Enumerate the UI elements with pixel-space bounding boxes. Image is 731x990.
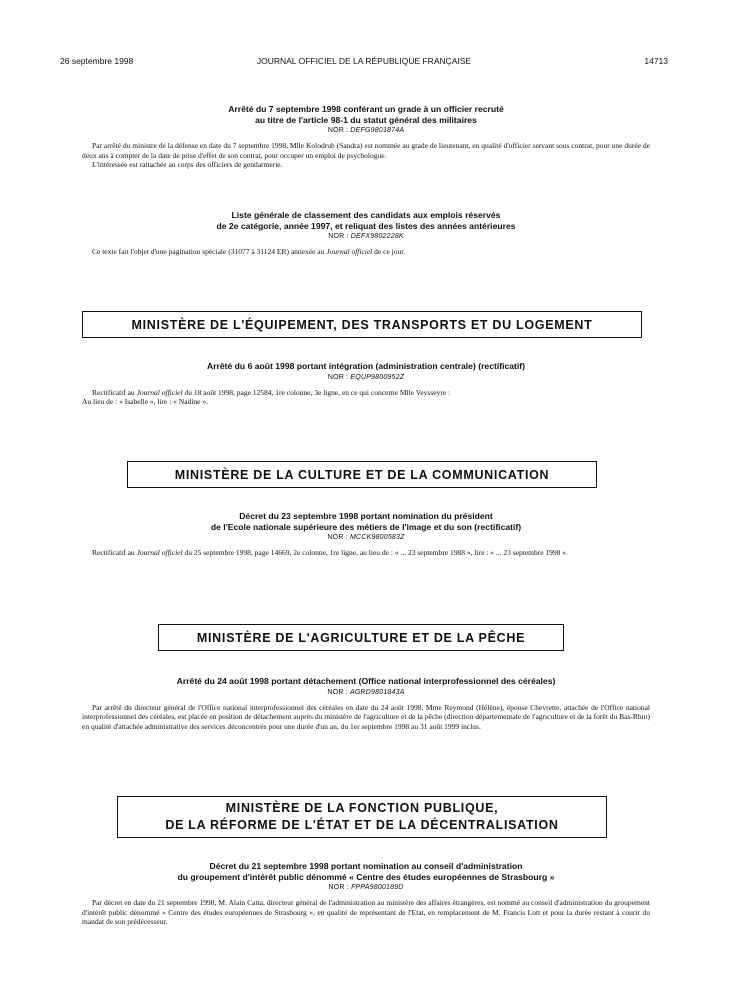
- ministry-box-culture: MINISTÈRE DE LA CULTURE ET DE LA COMMUNICATION: [127, 461, 597, 488]
- section-body: Ce texte fait l'objet d'une pagination spéciale (31077 à 31124 ER) annexée au Journal officiel de ce jour.: [92, 247, 406, 256]
- section-arrete-integration: [82, 361, 650, 407]
- header-page-number: 14713: [644, 56, 668, 66]
- nor-reference: NOR : FPPA9800189D: [328, 884, 404, 891]
- nor-reference: NOR : AGRD9801843A: [327, 688, 405, 696]
- section-title: Décret du 21 septembre 1998 portant nomination au conseil d'administration du groupement d'intérêt public dénommé « Centre des études européennes de Strasbourg »: [177, 861, 555, 882]
- section-body: Rectificatif au Journal officiel du 18 août 1998, page 12584, 1re colonne, 3e ligne, en ce qui concerne Mlle Veysseyre : Au lieu de : « Isabelle », lire : « Nadine ».: [82, 387, 451, 407]
- section-title: Arrêté du 7 septembre 1998 conférant un grade à un officier recruté au titre de l'article 98-1 du statut général des militaires: [228, 104, 504, 125]
- section-title: Liste générale de classement des candidats aux emplois réservés de 2e catégorie, année 1997, et reliquat des listes des années antérieures: [216, 210, 516, 231]
- nor-reference: NOR : MCCK9800583Z: [327, 534, 405, 541]
- section-body: Par arrêté du ministre de la défense en date du 7 septembre 1998, Mlle Kolodrub (Sandra) est nommée au grade de lieutenant, en qualité d'officier servant sous contrat, pour une durée de deux ans à compter de la date de prise d'effet de son contrat, pour occuper un emploi de psychologue. L'intéressée est rattachée au corps des officiers de gendarmerie.: [82, 141, 650, 170]
- section-title: Arrêté du 6 août 1998 portant intégration (administration centrale) (rectificatif): [206, 361, 526, 371]
- section-body: Rectificatif au Journal officiel du 25 septembre 1998, page 14669, 2e colonne, 1re ligne, au lieu de : « ... 23 septembre 1988 », lire : « ... 23 septembre 1998 ».: [92, 548, 568, 557]
- section-title: Arrêté du 24 août 1998 portant détachement (Office national interprofessionnel des céréales): [176, 676, 556, 686]
- nor-reference: NOR : DEFG9801874A: [327, 127, 405, 134]
- section-liste-emplois-reserves: [82, 210, 650, 257]
- section-title: Décret du 23 septembre 1998 portant nomination du président de l'Ecole nationale supérieure des métiers de l'image et du son (rectificatif): [210, 511, 522, 532]
- nor-reference: NOR : DEFX9802228K: [328, 233, 404, 240]
- section-body: Par décret en date du 21 septembre 1998, M. Alain Catta, directeur général de l'administration au ministère des affaires étrangères, est nommé au conseil d'administration du groupement d'intérêt public dénommé « Centre des études européennes de Strasbourg », en qualité de représentant de l'Etat, en remplacement de M. Francis Lott et pour la durée restant à courir du mandat de son prédécesseur.: [82, 898, 650, 927]
- section-decret-ecole-image-son: [82, 511, 650, 558]
- ministry-box-agriculture: MINISTÈRE DE L'AGRICULTURE ET DE LA PÊCHE: [158, 624, 564, 651]
- section-arrete-grade-officier: [82, 104, 650, 170]
- section-body: Par arrêté du directeur général de l'Office national interprofessionnel des céréales en date du 24 août 1998, Mme Reymond (Hélène), épouse Chevrette, attachée de l'Office national interprofessionnel des céréales, est placée en position de détachement auprès du ministère de l'agriculture et de la pêche (direction départementale de l'agriculture et de la forêt du Bas-Rhin) en qualité d'attachée administrative des services déconcentrés pour une durée d'un an, du 1er septembre 1998 au 31 août 1999 inclus.: [82, 702, 650, 731]
- header-date: 26 septembre 1998: [60, 56, 134, 66]
- section-decret-gip-strasbourg: [82, 861, 650, 927]
- ministry-box-equipement: MINISTÈRE DE L'ÉQUIPEMENT, DES TRANSPORTS ET DU LOGEMENT: [82, 311, 642, 338]
- ministry-box-fonction-publique: MINISTÈRE DE LA FONCTION PUBLIQUE, DE LA RÉFORME DE L'ÉTAT ET DE LA DÉCENTRALISATION: [117, 796, 607, 838]
- nor-reference: NOR : EQUP9800952Z: [327, 373, 405, 381]
- section-arrete-detachement: [82, 676, 650, 731]
- header-journal-title: JOURNAL OFFICIEL DE LA RÉPUBLIQUE FRANÇAISE: [256, 56, 472, 66]
